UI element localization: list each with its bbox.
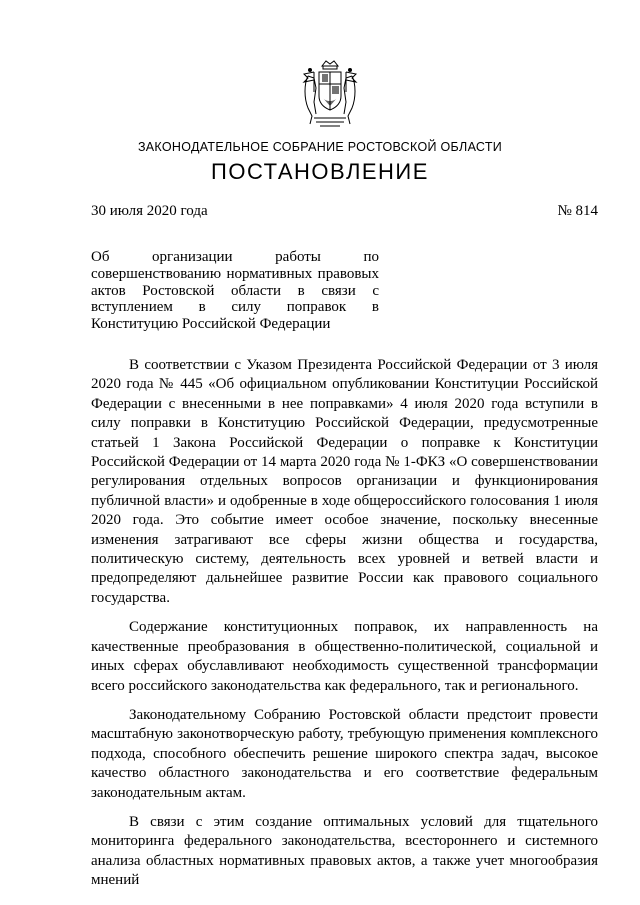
document-date: 30 июля 2020 года [91,203,208,219]
document-body [91,356,598,901]
document-number: № 814 [557,203,598,219]
document-subject: Об организации работы по совершенствованию нормативных правовых актов Ростовской области в связи с вступлением в силу поправок в Конституцию Российской Федерации [91,249,379,333]
body-paragraph: В связи с этим создание оптимальных условий для тщательного мониторинга федерального законодательства, всестороннего и системного анализа областных нормативных правовых актов, а также учет многообразия мнений [91,813,598,889]
organization-name: ЗАКОНОДАТЕЛЬНОЕ СОБРАНИЕ РОСТОВСКОЙ ОБЛАСТИ [137,140,503,154]
body-paragraph: Содержание конституционных поправок, их направленность на качественные преобразования в общественно-политической, социальной и иных сферах обуславливают необходимость существенной трансформации всего российского законодательства как федерального, так и регионального. [91,619,598,694]
body-paragraph: Законодательному Собранию Ростовской области предстоит провести масштабную законотворческую работу, требующую применения комплексного подхода, способного обеспечить решение широкого спектра задач, высокое качество областного законодательства и его соответствие федеральным законодательным актам. [91,706,598,801]
document-type: ПОСТАНОВЛЕНИЕ [211,159,429,184]
body-paragraph: В соответствии с Указом Президента Российской Федерации от 3 июля 2020 года № 445 «Об официальном опубликовании Конституции Российской Федерации с внесенными в нее поправками» 4 июля 2020 года вступили в силу поправки в Конституцию Российской Федерации, предусмотренные статьей 1 Закона Российской Федерации о поправке к Конституции Российской Федерации от 14 марта 2020 года № 1-ФКЗ «О совершенствовании регулирования отдельных вопросов организации и функционирования публичной власти» и одобренные в ходе общероссийского голосования 1 июля 2020 года. Это событие имеет особое значение, поскольку внесенные изменения затрагивают все сферы жизни общества и государства, политическую систему, деятельность всех уровней и ветвей власти и предопределяют дальнейшее развитие России как правового социального государства. [91,357,598,606]
coat-of-arms-icon [300,58,360,130]
